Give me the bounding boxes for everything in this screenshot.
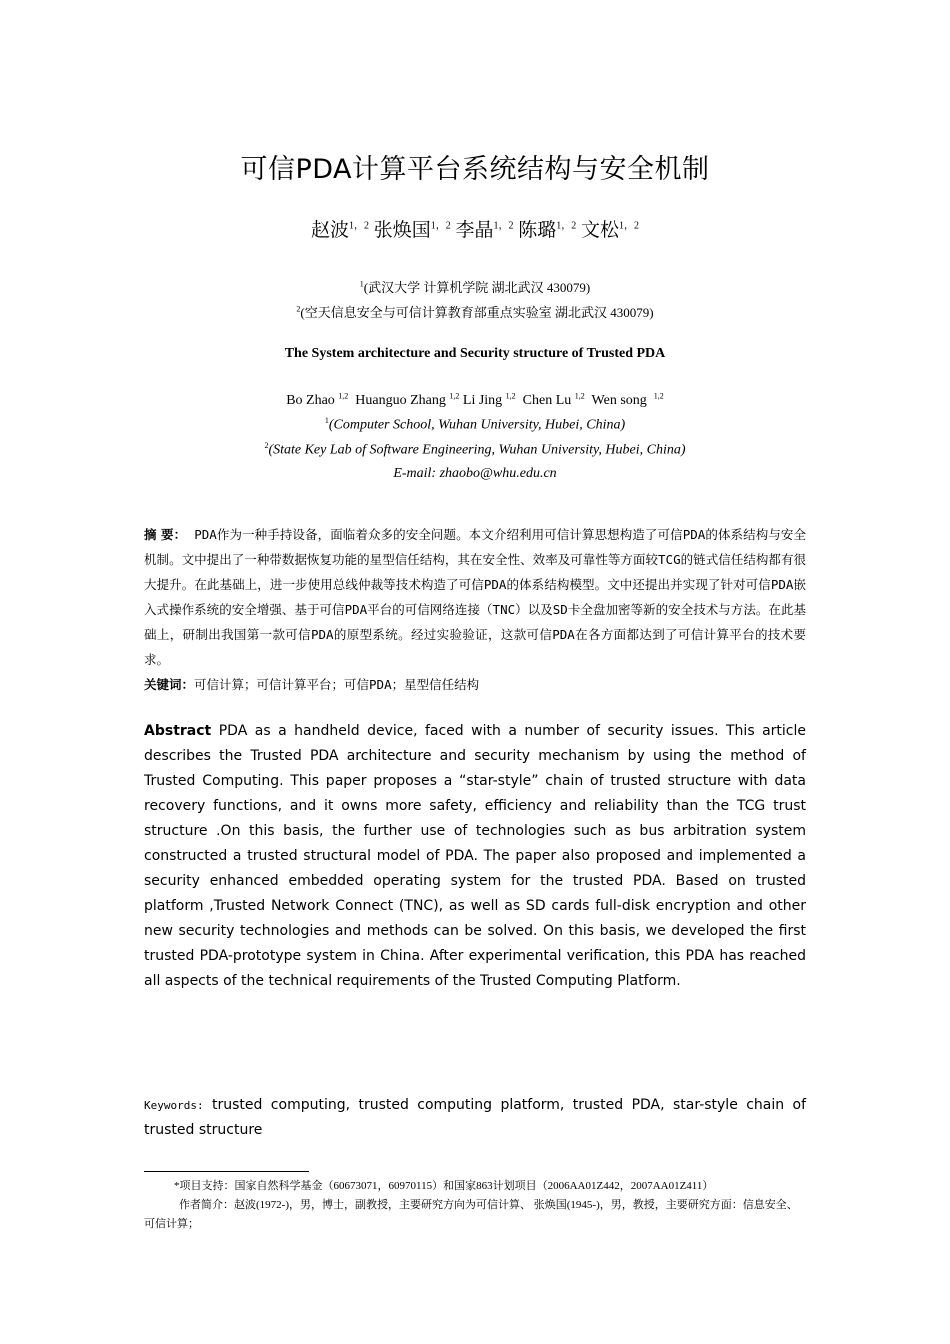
author-cn: 张焕国$^{1,2}$ [373, 220, 451, 241]
footnote-bio: 作者简介：赵波(1972-)，男，博士，副教授，主要研究方向为可信计算、 张焕国(1945-)，男，教授，主要研究方面：信息安全、可信计算； [144, 1199, 798, 1230]
affiliation-cn-2: $^2$(空天信息安全与可信计算教育部重点实验室 湖北武汉 430079) [296, 304, 654, 320]
abstract-en [144, 719, 806, 994]
abstract-en-text: PDA as a handheld device, faced with a number of security issues. This article describes the Trusted PDA architecture and security mechanism by using the method of Trusted Computing. This paper proposes a “star-style” chain of trusted structure with data recovery functions, and it owns more safety, efficiency and reliability than the TCG trust structure .On this basis, the further use of technologies such as bus arbitration system constructed a trusted structural model of PDA. The paper also proposed and implemented a security enhanced embedded operating system for the trusted PDA. Based on trusted platform ,Trusted Network Connect (TNC), as well as SD cards full-disk encryption and other new security technologies and methods can be solved. On this basis, we developed the first trusted PDA-prototype system in China. After experimental verification, this PDA has reached all aspects of the technical requirements of the Trusted Computing Platform. [144, 723, 806, 989]
author-en: Chen Lu $^{1,2}$ [522, 391, 585, 408]
keywords-en-text: trusted computing, trusted computing platform, trusted PDA, star-style chain of trusted structure [144, 1097, 807, 1138]
keywords-cn-label: 关键词： [144, 677, 195, 692]
footnote-funding: *项目支持：国家自然科学基金（60673071，60970115）和国家863计划项目（2006AA01Z442，2007AA01Z411） [174, 1180, 714, 1192]
paper-title-en: The System architecture and Security structure of Trusted PDA [284, 346, 666, 361]
author-en: Li Jing $^{1,2}$ [462, 391, 516, 408]
footnote-divider [144, 1171, 309, 1172]
author-cn: 李晶$^{1,2}$ [455, 220, 514, 241]
email: E-mail: zhaobo@whu.edu.cn [393, 466, 557, 481]
authors-cn [0, 215, 950, 242]
keywords-en-label: Keywords: [144, 1099, 204, 1112]
author-en: Wen song $^{1,2}$ [591, 391, 664, 408]
author-cn: 文松$^{1,2}$ [581, 220, 640, 241]
affiliation-cn-1: $^1$(武汉大学 计算机学院 湖北武汉 430079) [359, 279, 591, 295]
abstract-cn-label: 摘 要： [144, 527, 187, 542]
author-cn: 赵波$^{1,2}$ [310, 220, 369, 241]
abstract-cn-text: PDA作为一种手持设备，面临着众多的安全问题。本文介绍利用可信计算思想构造了可信PDA的体系结构与安全机制。文中提出了一种带数据恢复功能的星型信任结构，其在安全性、效率及可靠性等方面较TCG的链式信任结构都有很大提升。在此基础上，进一步使用总线仲裁等技术构造了可信PDA的体系结构模型。文中还提出并实现了针对可信PDA嵌入式操作系统的安全增强、基于可信PDA平台的可信网络连接（TNC）以及SD卡全盘加密等新的安全技术与方法。在此基础上，研制出我国第一款可信PDA的原型系统。经过实验验证，这款可信PDA在各方面都达到了可信计算平台的技术要求。 [144, 527, 807, 667]
author-en: Bo Zhao $^{1,2}$ [286, 391, 349, 408]
authors-en [0, 391, 950, 409]
paper-title-cn: 可信PDA计算平台系统结构与安全机制 [240, 154, 710, 185]
abstract-en-label: Abstract [144, 723, 212, 739]
keywords-en [144, 1093, 806, 1143]
affiliation-en-1: $^1$(Computer School, Wuhan University, Hubei, China) [324, 416, 626, 433]
author-en: Huanguo Zhang $^{1,2}$ [355, 391, 460, 408]
affiliation-en-2: $^2$(State Key Lab of Software Engineering, Wuhan University, Hubei, China) [264, 441, 686, 458]
abstract-cn [144, 522, 806, 672]
keywords-cn-text: 可信计算；可信计算平台；可信PDA；星型信任结构 [194, 677, 480, 692]
author-cn: 陈璐$^{1,2}$ [518, 220, 577, 241]
keywords-cn [144, 672, 806, 697]
